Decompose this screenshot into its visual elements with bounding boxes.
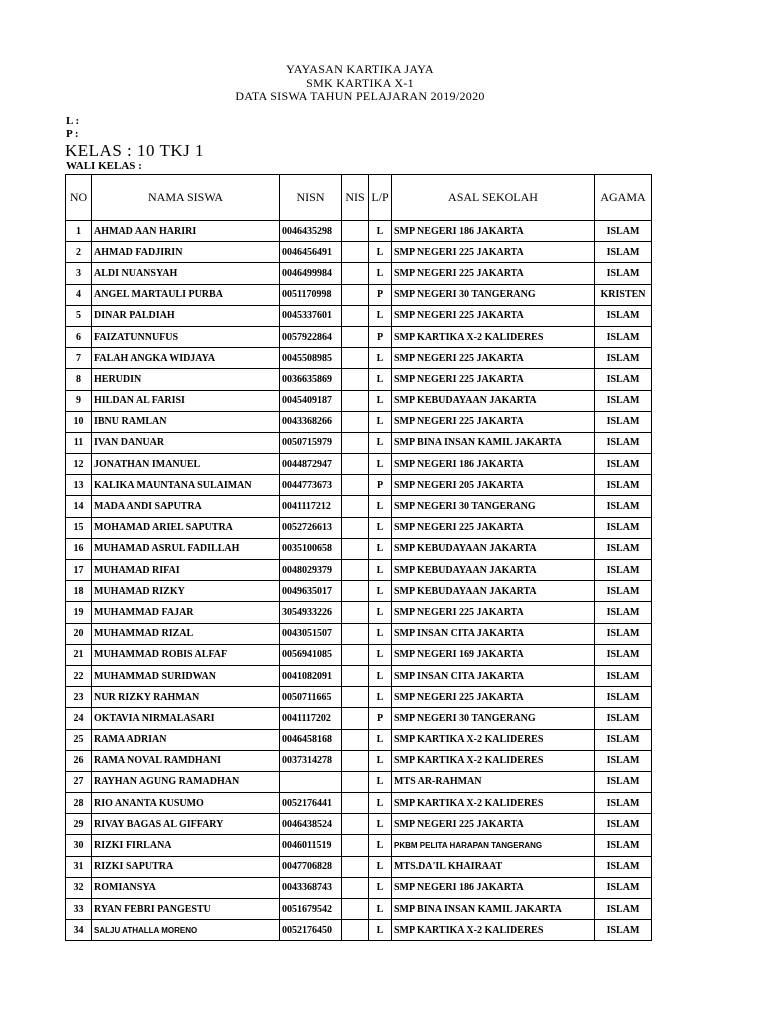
cell-nisn: 0045409187	[280, 390, 342, 411]
cell-asal-sekolah: SMP NEGERI 169 JAKARTA	[392, 644, 595, 665]
cell-nama-siswa: RYAN FEBRI PANGESTU	[92, 899, 280, 920]
cell-nisn: 0056941085	[280, 644, 342, 665]
cell-no: 23	[66, 687, 92, 708]
cell-nisn: 0050711665	[280, 687, 342, 708]
table-row	[66, 496, 652, 517]
cell-asal-sekolah: SMP NEGERI 186 JAKARTA	[392, 454, 595, 475]
cell-nisn: 0046438524	[280, 814, 342, 835]
table-row	[66, 877, 652, 898]
cell-nis	[342, 665, 369, 686]
cell-no: 33	[66, 899, 92, 920]
cell-no: 3	[66, 263, 92, 284]
student-table	[65, 174, 652, 941]
cell-no: 28	[66, 793, 92, 814]
cell-asal-sekolah: SMP NEGERI 30 TANGERANG	[392, 284, 595, 305]
cell-nama-siswa: AHMAD FADJIRIN	[92, 242, 280, 263]
cell-agama: ISLAM	[595, 305, 652, 326]
table-row	[66, 221, 652, 242]
cell-nis	[342, 877, 369, 898]
cell-lp: L	[369, 538, 392, 559]
cell-nisn: 0046011519	[280, 835, 342, 856]
cell-asal-sekolah: SMP NEGERI 225 JAKARTA	[392, 411, 595, 432]
cell-no: 15	[66, 517, 92, 538]
cell-nama-siswa: FALAH ANGKA WIDJAYA	[92, 348, 280, 369]
table-body	[66, 221, 652, 941]
cell-lp: L	[369, 390, 392, 411]
cell-lp: L	[369, 560, 392, 581]
cell-lp: L	[369, 856, 392, 877]
col-header-nama: NAMA SISWA	[92, 175, 280, 221]
cell-no: 13	[66, 475, 92, 496]
cell-nis	[342, 454, 369, 475]
table-row	[66, 242, 652, 263]
cell-nis	[342, 242, 369, 263]
cell-asal-sekolah: SMP NEGERI 225 JAKARTA	[392, 814, 595, 835]
cell-nama-siswa: MADA ANDI SAPUTRA	[92, 496, 280, 517]
cell-agama: ISLAM	[595, 750, 652, 771]
cell-nisn: 0043051507	[280, 623, 342, 644]
table-row	[66, 369, 652, 390]
table-row	[66, 750, 652, 771]
cell-nis	[342, 284, 369, 305]
cell-nis	[342, 729, 369, 750]
female-count-label: P :	[66, 128, 79, 140]
cell-nama-siswa: MUHAMMAD RIZAL	[92, 623, 280, 644]
cell-no: 10	[66, 411, 92, 432]
cell-no: 12	[66, 454, 92, 475]
cell-asal-sekolah: SMP KARTIKA X-2 KALIDERES	[392, 920, 595, 941]
cell-lp: P	[369, 326, 392, 347]
cell-agama: ISLAM	[595, 835, 652, 856]
table-row	[66, 538, 652, 559]
cell-nis	[342, 581, 369, 602]
cell-lp: L	[369, 369, 392, 390]
cell-lp: L	[369, 814, 392, 835]
cell-lp: L	[369, 835, 392, 856]
cell-agama: ISLAM	[595, 348, 652, 369]
cell-agama: ISLAM	[595, 475, 652, 496]
table-row	[66, 835, 652, 856]
cell-no: 16	[66, 538, 92, 559]
cell-nisn: 0037314278	[280, 750, 342, 771]
cell-agama: ISLAM	[595, 665, 652, 686]
cell-no: 7	[66, 348, 92, 369]
cell-nisn: 0057922864	[280, 326, 342, 347]
cell-nama-siswa: ROMIANSYA	[92, 877, 280, 898]
cell-no: 22	[66, 665, 92, 686]
cell-nisn: 0049635017	[280, 581, 342, 602]
school-foundation-title: YAYASAN KARTIKA JAYA	[286, 62, 434, 76]
cell-nisn: 0041082091	[280, 665, 342, 686]
table-row	[66, 708, 652, 729]
cell-asal-sekolah: SMP NEGERI 225 JAKARTA	[392, 602, 595, 623]
cell-nama-siswa: RAMA ADRIAN	[92, 729, 280, 750]
cell-agama: ISLAM	[595, 899, 652, 920]
cell-nis	[342, 644, 369, 665]
cell-no: 30	[66, 835, 92, 856]
cell-nisn	[280, 771, 342, 792]
cell-nis	[342, 856, 369, 877]
male-count-label: L :	[66, 115, 80, 127]
cell-nama-siswa: NUR RIZKY RAHMAN	[92, 687, 280, 708]
cell-nisn: 0046435298	[280, 221, 342, 242]
cell-nisn: 3054933226	[280, 602, 342, 623]
col-header-nis: NIS	[342, 175, 369, 221]
cell-nis	[342, 560, 369, 581]
cell-nis	[342, 538, 369, 559]
cell-asal-sekolah: PKBM PELITA HARAPAN TANGERANG	[392, 835, 595, 856]
cell-nis	[342, 835, 369, 856]
cell-lp: L	[369, 348, 392, 369]
table-row	[66, 475, 652, 496]
cell-lp: L	[369, 729, 392, 750]
cell-nama-siswa: MUHAMAD RIFAI	[92, 560, 280, 581]
table-row	[66, 432, 652, 453]
table-row	[66, 665, 652, 686]
cell-lp: L	[369, 454, 392, 475]
cell-nis	[342, 369, 369, 390]
cell-lp: L	[369, 581, 392, 602]
cell-nisn: 0052176450	[280, 920, 342, 941]
cell-nama-siswa: IVAN DANUAR	[92, 432, 280, 453]
cell-lp: L	[369, 771, 392, 792]
cell-asal-sekolah: SMP NEGERI 225 JAKARTA	[392, 305, 595, 326]
cell-agama: KRISTEN	[595, 284, 652, 305]
table-row	[66, 284, 652, 305]
col-header-no: NO	[66, 175, 92, 221]
cell-nis	[342, 920, 369, 941]
cell-nama-siswa: HILDAN AL FARISI	[92, 390, 280, 411]
cell-nama-siswa: RIZKI FIRLANA	[92, 835, 280, 856]
cell-lp: L	[369, 242, 392, 263]
cell-asal-sekolah: SMP KEBUDAYAAN JAKARTA	[392, 538, 595, 559]
cell-asal-sekolah: SMP NEGERI 186 JAKARTA	[392, 877, 595, 898]
cell-no: 14	[66, 496, 92, 517]
cell-agama: ISLAM	[595, 538, 652, 559]
cell-nis	[342, 348, 369, 369]
table-row	[66, 560, 652, 581]
cell-no: 34	[66, 920, 92, 941]
cell-nis	[342, 496, 369, 517]
cell-asal-sekolah: SMP BINA INSAN KAMIL JAKARTA	[392, 432, 595, 453]
cell-nis	[342, 390, 369, 411]
cell-asal-sekolah: MTS AR-RAHMAN	[392, 771, 595, 792]
cell-agama: ISLAM	[595, 560, 652, 581]
cell-asal-sekolah: SMP NEGERI 225 JAKARTA	[392, 517, 595, 538]
cell-lp: L	[369, 263, 392, 284]
cell-no: 8	[66, 369, 92, 390]
cell-nisn: 0043368266	[280, 411, 342, 432]
cell-lp: P	[369, 708, 392, 729]
cell-no: 31	[66, 856, 92, 877]
cell-lp: L	[369, 623, 392, 644]
cell-nama-siswa: MUHAMAD ASRUL FADILLAH	[92, 538, 280, 559]
cell-agama: ISLAM	[595, 454, 652, 475]
cell-nis	[342, 475, 369, 496]
table-row	[66, 729, 652, 750]
cell-nama-siswa: RIZKI SAPUTRA	[92, 856, 280, 877]
cell-asal-sekolah: SMP NEGERI 205 JAKARTA	[392, 475, 595, 496]
cell-nis	[342, 602, 369, 623]
cell-asal-sekolah: SMP NEGERI 225 JAKARTA	[392, 348, 595, 369]
cell-asal-sekolah: SMP BINA INSAN KAMIL JAKARTA	[392, 899, 595, 920]
cell-nama-siswa: MUHAMMAD ROBIS ALFAF	[92, 644, 280, 665]
cell-no: 29	[66, 814, 92, 835]
table-row	[66, 581, 652, 602]
cell-agama: ISLAM	[595, 496, 652, 517]
cell-no: 25	[66, 729, 92, 750]
table-row	[66, 454, 652, 475]
cell-nama-siswa: RAMA NOVAL RAMDHANI	[92, 750, 280, 771]
table-row	[66, 899, 652, 920]
cell-nama-siswa: RIVAY BAGAS AL GIFFARY	[92, 814, 280, 835]
cell-no: 27	[66, 771, 92, 792]
cell-no: 20	[66, 623, 92, 644]
cell-nisn: 0043368743	[280, 877, 342, 898]
cell-agama: ISLAM	[595, 263, 652, 284]
cell-nisn: 0051170998	[280, 284, 342, 305]
cell-asal-sekolah: SMP KARTIKA X-2 KALIDERES	[392, 750, 595, 771]
cell-asal-sekolah: SMP INSAN CITA JAKARTA	[392, 623, 595, 644]
cell-no: 2	[66, 242, 92, 263]
cell-agama: ISLAM	[595, 877, 652, 898]
cell-nisn: 0045508985	[280, 348, 342, 369]
table-row	[66, 856, 652, 877]
cell-lp: L	[369, 750, 392, 771]
table-row	[66, 390, 652, 411]
table-row	[66, 623, 652, 644]
cell-agama: ISLAM	[595, 326, 652, 347]
cell-nama-siswa: IBNU RAMLAN	[92, 411, 280, 432]
table-row	[66, 263, 652, 284]
cell-no: 5	[66, 305, 92, 326]
cell-asal-sekolah: SMP NEGERI 30 TANGERANG	[392, 708, 595, 729]
table-row	[66, 517, 652, 538]
cell-asal-sekolah: SMP KARTIKA X-2 KALIDERES	[392, 729, 595, 750]
table-row	[66, 411, 652, 432]
school-name-title: SMK KARTIKA X-1	[306, 76, 414, 90]
table-row	[66, 793, 652, 814]
cell-nisn: 0044773673	[280, 475, 342, 496]
cell-agama: ISLAM	[595, 221, 652, 242]
table-row	[66, 305, 652, 326]
cell-nama-siswa: MUHAMMAD SURIDWAN	[92, 665, 280, 686]
cell-agama: ISLAM	[595, 856, 652, 877]
cell-agama: ISLAM	[595, 687, 652, 708]
cell-lp: L	[369, 793, 392, 814]
cell-agama: ISLAM	[595, 411, 652, 432]
cell-agama: ISLAM	[595, 517, 652, 538]
table-row	[66, 771, 652, 792]
table-row	[66, 348, 652, 369]
cell-asal-sekolah: SMP NEGERI 225 JAKARTA	[392, 263, 595, 284]
cell-lp: P	[369, 284, 392, 305]
cell-no: 9	[66, 390, 92, 411]
cell-nisn: 0044872947	[280, 454, 342, 475]
cell-nama-siswa: MUHAMAD RIZKY	[92, 581, 280, 602]
cell-asal-sekolah: SMP NEGERI 186 JAKARTA	[392, 221, 595, 242]
cell-no: 4	[66, 284, 92, 305]
cell-agama: ISLAM	[595, 581, 652, 602]
cell-asal-sekolah: SMP KEBUDAYAAN JAKARTA	[392, 560, 595, 581]
class-label: KELAS : 10 TKJ 1	[65, 141, 204, 160]
cell-nama-siswa: JONATHAN IMANUEL	[92, 454, 280, 475]
cell-nis	[342, 305, 369, 326]
cell-no: 1	[66, 221, 92, 242]
cell-nama-siswa: HERUDIN	[92, 369, 280, 390]
cell-nama-siswa: FAIZATUNNUFUS	[92, 326, 280, 347]
cell-asal-sekolah: SMP KARTIKA X-2 KALIDERES	[392, 793, 595, 814]
cell-asal-sekolah: SMP NEGERI 30 TANGERANG	[392, 496, 595, 517]
cell-nisn: 0046499984	[280, 263, 342, 284]
cell-lp: P	[369, 475, 392, 496]
cell-agama: ISLAM	[595, 432, 652, 453]
cell-nis	[342, 517, 369, 538]
cell-no: 26	[66, 750, 92, 771]
cell-no: 32	[66, 877, 92, 898]
cell-nisn: 0047706828	[280, 856, 342, 877]
cell-agama: ISLAM	[595, 771, 652, 792]
cell-lp: L	[369, 687, 392, 708]
cell-nama-siswa: DINAR PALDIAH	[92, 305, 280, 326]
cell-nis	[342, 771, 369, 792]
table-row	[66, 602, 652, 623]
cell-agama: ISLAM	[595, 369, 652, 390]
cell-no: 24	[66, 708, 92, 729]
document-title: DATA SISWA TAHUN PELAJARAN 2019/2020	[235, 89, 485, 103]
table-header-row	[66, 175, 652, 221]
cell-lp: L	[369, 432, 392, 453]
col-header-lp: L/P	[369, 175, 392, 221]
cell-nis	[342, 708, 369, 729]
cell-nama-siswa: ALDI NUANSYAH	[92, 263, 280, 284]
cell-nama-siswa: RAYHAN AGUNG RAMADHAN	[92, 771, 280, 792]
col-header-asal-sekolah: ASAL SEKOLAH	[392, 175, 595, 221]
cell-no: 11	[66, 432, 92, 453]
cell-lp: L	[369, 517, 392, 538]
cell-lp: L	[369, 899, 392, 920]
cell-nis	[342, 221, 369, 242]
cell-agama: ISLAM	[595, 708, 652, 729]
cell-nama-siswa: AHMAD AAN HARIRI	[92, 221, 280, 242]
cell-nisn: 0041117202	[280, 708, 342, 729]
cell-agama: ISLAM	[595, 623, 652, 644]
cell-agama: ISLAM	[595, 242, 652, 263]
cell-nis	[342, 899, 369, 920]
cell-nis	[342, 432, 369, 453]
cell-lp: L	[369, 877, 392, 898]
cell-agama: ISLAM	[595, 920, 652, 941]
cell-lp: L	[369, 602, 392, 623]
cell-agama: ISLAM	[595, 602, 652, 623]
cell-nama-siswa: KALIKA MAUNTANA SULAIMAN	[92, 475, 280, 496]
cell-nis	[342, 326, 369, 347]
table-row	[66, 920, 652, 941]
col-header-nisn: NISN	[280, 175, 342, 221]
table-row	[66, 687, 652, 708]
cell-nisn: 0041117212	[280, 496, 342, 517]
cell-nisn: 0051679542	[280, 899, 342, 920]
cell-nama-siswa: MOHAMAD ARIEL SAPUTRA	[92, 517, 280, 538]
cell-asal-sekolah: SMP INSAN CITA JAKARTA	[392, 665, 595, 686]
cell-asal-sekolah: SMP NEGERI 225 JAKARTA	[392, 369, 595, 390]
cell-agama: ISLAM	[595, 390, 652, 411]
col-header-agama: AGAMA	[595, 175, 652, 221]
cell-nis	[342, 411, 369, 432]
table-row	[66, 644, 652, 665]
cell-nis	[342, 793, 369, 814]
cell-nisn: 0052176441	[280, 793, 342, 814]
cell-nisn: 0036635869	[280, 369, 342, 390]
cell-agama: ISLAM	[595, 814, 652, 835]
cell-nama-siswa: RIO ANANTA KUSUMO	[92, 793, 280, 814]
table-row	[66, 326, 652, 347]
homeroom-teacher-label: WALI KELAS :	[66, 160, 142, 172]
cell-asal-sekolah: SMP KARTIKA X-2 KALIDERES	[392, 326, 595, 347]
cell-nis	[342, 750, 369, 771]
cell-agama: ISLAM	[595, 793, 652, 814]
cell-asal-sekolah: MTS.DA'IL KHAIRAAT	[392, 856, 595, 877]
cell-lp: L	[369, 411, 392, 432]
cell-lp: L	[369, 305, 392, 326]
cell-lp: L	[369, 221, 392, 242]
cell-agama: ISLAM	[595, 729, 652, 750]
cell-no: 18	[66, 581, 92, 602]
cell-lp: L	[369, 920, 392, 941]
cell-nisn: 0050715979	[280, 432, 342, 453]
cell-nis	[342, 623, 369, 644]
cell-nisn: 0048029379	[280, 560, 342, 581]
cell-nisn: 0046456491	[280, 242, 342, 263]
cell-nisn: 0046458168	[280, 729, 342, 750]
cell-no: 19	[66, 602, 92, 623]
cell-asal-sekolah: SMP NEGERI 225 JAKARTA	[392, 687, 595, 708]
cell-nama-siswa: OKTAVIA NIRMALASARI	[92, 708, 280, 729]
cell-nis	[342, 263, 369, 284]
cell-lp: L	[369, 496, 392, 517]
cell-nis	[342, 814, 369, 835]
cell-no: 21	[66, 644, 92, 665]
cell-nisn: 0052726613	[280, 517, 342, 538]
cell-lp: L	[369, 665, 392, 686]
cell-nama-siswa: SALJU ATHALLA MORENO	[92, 920, 280, 941]
cell-no: 6	[66, 326, 92, 347]
cell-nis	[342, 687, 369, 708]
cell-agama: ISLAM	[595, 644, 652, 665]
cell-nisn: 0045337601	[280, 305, 342, 326]
cell-lp: L	[369, 644, 392, 665]
cell-nama-siswa: MUHAMMAD FAJAR	[92, 602, 280, 623]
cell-asal-sekolah: SMP KEBUDAYAAN JAKARTA	[392, 581, 595, 602]
cell-asal-sekolah: SMP KEBUDAYAAN JAKARTA	[392, 390, 595, 411]
cell-no: 17	[66, 560, 92, 581]
table-row	[66, 814, 652, 835]
cell-nama-siswa: ANGEL MARTAULI PURBA	[92, 284, 280, 305]
cell-nisn: 0035100658	[280, 538, 342, 559]
cell-asal-sekolah: SMP NEGERI 225 JAKARTA	[392, 242, 595, 263]
